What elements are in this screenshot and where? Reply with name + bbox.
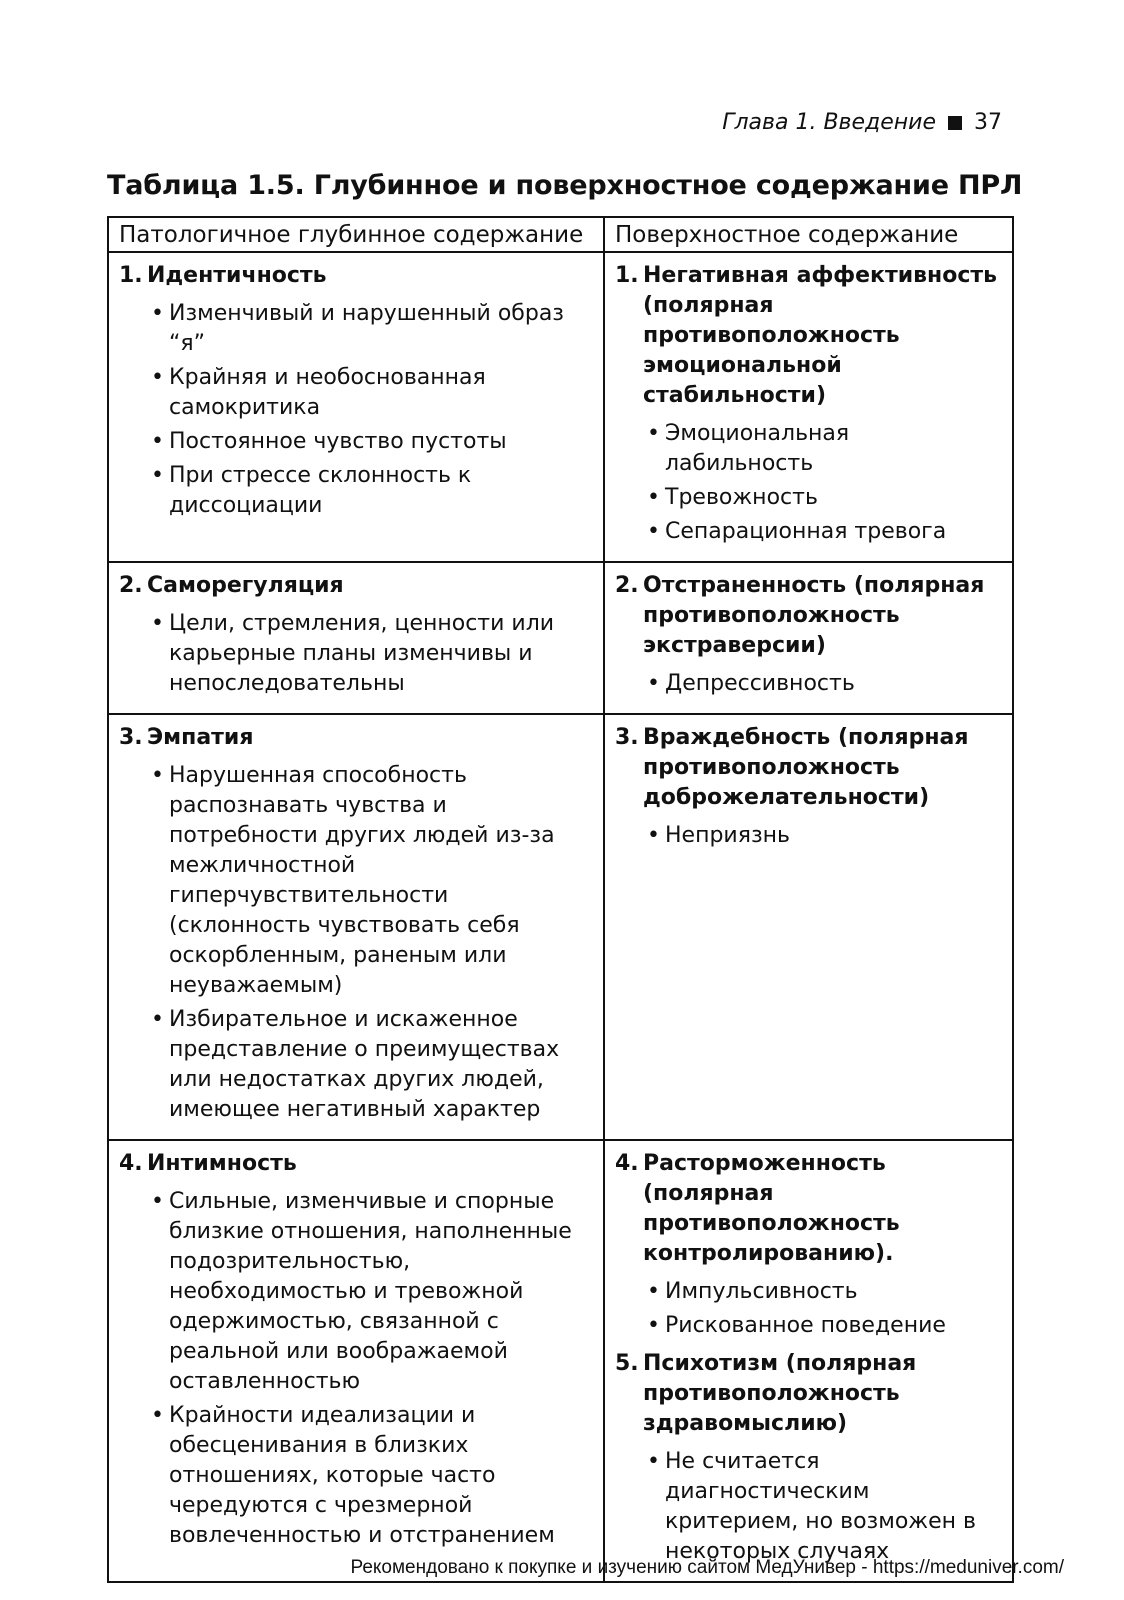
section-heading [615,723,1004,813]
running-head [722,110,1002,135]
page-number: 37 [974,110,1002,135]
bullet-list [119,1187,595,1551]
content-section [615,1349,1004,1567]
content-section [119,723,595,1125]
section-number: 4. [119,1151,143,1176]
list-item: • Цели, стремления, ценности или карьерные планы изменчивы и непоследовательны [151,609,595,699]
bullet-list [615,1277,1004,1341]
content-section [119,1149,595,1551]
list-item: • Неприязнь [647,821,1004,851]
section-title: Идентичность [147,263,327,288]
list-item: • Сепарационная тревога [647,517,1004,547]
surface-content-cell [604,562,1013,714]
table-row [108,562,1013,714]
list-item: • Изменчивый и нарушенный образ “я” [151,299,595,359]
section-number: 2. [615,573,639,598]
table-title: Таблица 1.5. Глубинное и поверхностное содержание ПРЛ [107,170,1023,201]
section-title: Негативная аффективность (полярная противоположность эмоциональной стабильности) [643,263,998,408]
section-heading [119,723,595,753]
header-surface-content: Поверхностное содержание [604,217,1013,252]
section-number: 3. [615,725,639,750]
content-section [119,261,595,521]
list-item: • Не считается диагностическим критерием, но возможен в некоторых случаях [647,1447,1004,1567]
list-item: • Сильные, изменчивые и спорные близкие отношения, наполненные подозрительностью, необходимостью и тревожной одержимостью, связанной с реальной или воображаемой оставленностью [151,1187,595,1397]
section-heading [615,1149,1004,1269]
list-item: • Крайности идеализации и обесценивания в близких отношениях, которые часто чередуются с чрезмерной вовлеченностью и отстранением [151,1401,595,1551]
section-title: Расторможенность (полярная противоположность контролированию). [643,1151,900,1266]
section-number: 4. [615,1151,639,1176]
section-number: 2. [119,573,143,598]
section-title: Психотизм (полярная противоположность здравомыслию) [643,1351,917,1436]
section-heading [119,1149,595,1179]
section-title: Саморегуляция [147,573,344,598]
surface-content-cell [604,714,1013,1140]
section-title: Враждебность (полярная противоположность доброжелательности) [643,725,969,810]
list-item: • Избирательное и искаженное представление о преимуществах или недостатках других людей, имеющее негативный характер [151,1005,595,1125]
square-bullet-icon [948,116,962,130]
chapter-title: Глава 1. Введение [722,110,936,135]
section-heading [119,571,595,601]
section-heading [615,1349,1004,1439]
section-heading [119,261,595,291]
content-section [615,1149,1004,1341]
bullet-list [615,419,1004,547]
list-item: • При стрессе склонность к диссоциации [151,461,595,521]
list-item: • Нарушенная способность распознавать чувства и потребности других людей из-за межличностной гиперчувствительности (склонность чувствовать себя оскорбленным, раненым или неуважаемым) [151,761,595,1001]
footer-note: Рекомендовано к покупке и изучению сайтом МедУнивер - https://meduniver.com/ [350,1557,1064,1578]
bullet-list [119,299,595,521]
bullet-list [119,761,595,1125]
content-section [615,723,1004,851]
surface-content-cell [604,1140,1013,1582]
bullet-list [615,669,1004,699]
bullet-list [119,609,595,699]
section-title: Эмпатия [147,725,254,750]
table-body [108,252,1013,1582]
list-item: • Постоянное чувство пустоты [151,427,595,457]
table-row [108,1140,1013,1582]
deep-content-cell [108,1140,604,1582]
bullet-list [615,821,1004,851]
content-table [107,216,1014,1583]
list-item: • Рискованное поведение [647,1311,1004,1341]
section-number: 1. [615,263,639,288]
section-number: 3. [119,725,143,750]
list-item: • Крайняя и необоснованная самокритика [151,363,595,423]
list-item: • Эмоциональная лабильность [647,419,1004,479]
list-item: • Импульсивность [647,1277,1004,1307]
deep-content-cell [108,252,604,562]
content-section [615,571,1004,699]
table-header-row [108,217,1013,252]
section-title: Интимность [147,1151,297,1176]
section-title: Отстраненность (полярная противоположность экстраверсии) [643,573,985,658]
section-heading [615,571,1004,661]
section-number: 5. [615,1351,639,1376]
section-number: 1. [119,263,143,288]
surface-content-cell [604,252,1013,562]
deep-content-cell [108,562,604,714]
content-section [615,261,1004,547]
table-row [108,714,1013,1140]
section-heading [615,261,1004,411]
content-section [119,571,595,699]
header-deep-content: Патологичное глубинное содержание [108,217,604,252]
bullet-list [615,1447,1004,1567]
list-item: • Тревожность [647,483,1004,513]
list-item: • Депрессивность [647,669,1004,699]
deep-content-cell [108,714,604,1140]
table-row [108,252,1013,562]
